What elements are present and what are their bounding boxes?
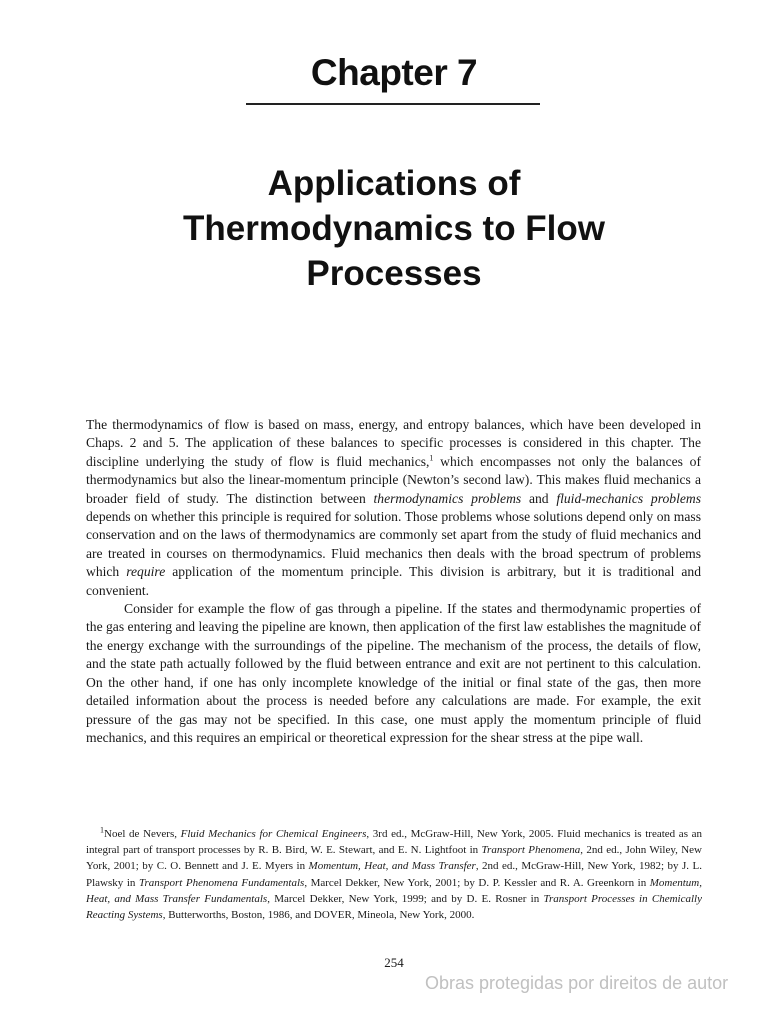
book-title: Fluid Mechanics for Chemical Engineers [180, 828, 367, 840]
text-run: application of the momentum principle. This division is arbitrary, but it is traditional and convenient. [86, 564, 701, 598]
footnote-text: , 2nd ed., McGraw-Hill, New York, 1982; by J. L. Plawsky in [86, 860, 702, 889]
emphasis: thermodynamics problems [373, 490, 522, 506]
chapter-divider [246, 103, 540, 105]
footnote-reference: 1 [429, 453, 434, 463]
page-number: 254 [384, 955, 404, 970]
footnote-text: , Marcel Dekker, New York, 1999; and by D. E. Rosner in [267, 892, 544, 905]
body-text [86, 416, 701, 747]
chapter-title [0, 161, 768, 296]
chapter-title-line: Thermodynamics to Flow [183, 209, 605, 248]
footnote-text: , 3rd ed., McGraw-Hill, New York, 2005. Fluid mechanics is treated as an integral part of transport processes by R. B. Bird, W. E. Stewart, and E. N. Lightfoot in [86, 828, 703, 857]
emphasis: fluid-mechanics problems [556, 490, 701, 506]
footnote-text: , Butterworths, Boston, 1986, and DOVER, Mineola, New York, 2000. [162, 909, 475, 922]
copyright-watermark: Obras protegidas por direitos de autor [425, 973, 729, 993]
chapter-title-line: Applications of [267, 164, 521, 203]
chapter-title-line: Processes [306, 254, 482, 293]
text-run: The thermodynamics of flow is based on mass, energy, and entropy balances, which have been developed in Chaps. 2 and 5. The application of these balances to specific processes is considered in this chapter. The discipline underlying the study of flow is fluid mechanics, [86, 417, 701, 469]
book-title: Transport Phenomena [481, 844, 581, 857]
emphasis: require [126, 564, 166, 580]
text-run: which encompasses not only the balances of thermodynamics but also the linear-momentum principle (Newton’s second law). This makes fluid mechanics a broader field of study. The distinction between [86, 453, 701, 506]
text-run: and [521, 490, 557, 506]
footnote-text: , Marcel Dekker, New York, 2001; by D. P. Kessler and R. A. Greenkorn in [304, 876, 650, 889]
paragraph-2: Consider for example the flow of gas through a pipeline. If the states and thermodynamic properties of the gas entering and leaving the pipeline are known, then application of the first law establishes the magnitude of the energy exchange with the surroundings of the pipeline. The mechanism of the process, the details of flow, and the state path actually followed by the fluid between entrance and exit are not pertinent to this calculation. On the other hand, if one has only incomplete knowledge of the initial or final state of the gas, then more detailed information about the process is needed before any calculations are made. For example, the exit pressure of the gas may not be specified. In this case, one must apply the momentum principle of fluid mechanics, and this requires an empirical or theoretical expression for the shear stress at the pipe wall. [86, 601, 701, 745]
footnote [86, 826, 702, 923]
book-title: Transport Processes in Chemically Reacting Systems [86, 892, 702, 922]
book-title: Momentum, Heat, and Mass Transfer [308, 860, 476, 873]
paragraph-1 [86, 416, 701, 600]
footnote-marker: 1 [100, 825, 104, 835]
footnote-text: Noel de Nevers, [104, 828, 181, 840]
text-run: depends on whether this principle is required for solution. Those problems whose solutions depend only on mass conservation and on the laws of thermodynamics are commonly set apart from the study of fluid mechanics and are treated in courses on thermodynamics. Fluid mechanics then deals with the broad spectrum of problems which [86, 509, 701, 580]
book-title: Transport Phenomena Fundamentals [138, 876, 305, 889]
chapter-number: Chapter 7 [310, 52, 478, 93]
book-title: Momentum, Heat, and Mass Transfer Fundamentals [86, 876, 702, 905]
footnote-text: , 2nd ed., John Wiley, New York, 2001; by C. O. Bennett and J. E. Myers in [86, 844, 702, 873]
